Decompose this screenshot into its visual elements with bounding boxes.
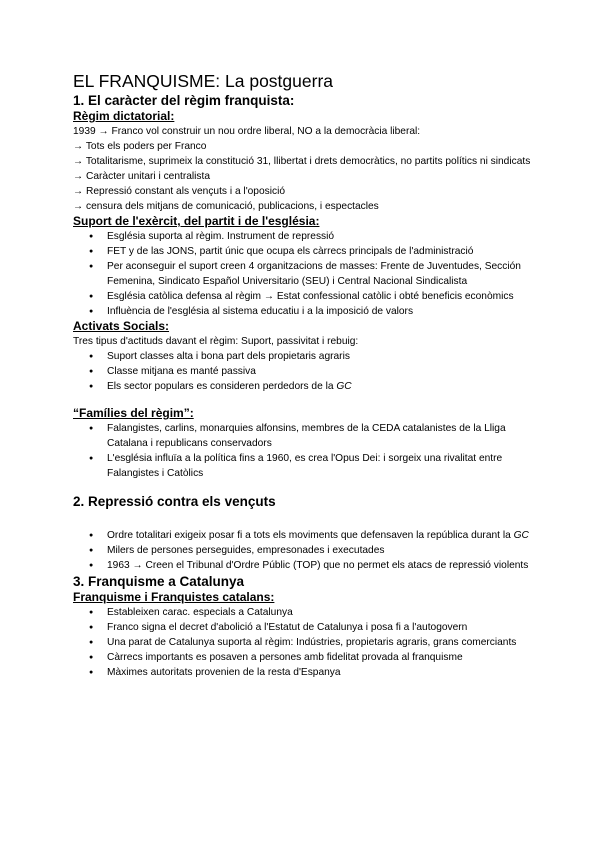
families-heading: “Famílies del règim”: bbox=[73, 406, 194, 420]
catalans-heading: Franquisme i Franquistes catalans: bbox=[73, 590, 275, 604]
list-item: ● Càrrecs importants es posaven a persones amb fidelitat provada al franquisme bbox=[107, 650, 543, 665]
list-item: ● Una parat de Catalunya suporta al règim: Indústries, propietaris agraris, grans comerciants bbox=[107, 635, 543, 650]
regim-line: → Totalitarisme, suprimeix la constitució 31, llibertat i drets democràtics, no partits polítics ni sindicats bbox=[73, 156, 531, 167]
list-item-text: Ordre totalitari exigeix posar fi a tots els moviments que defensaven la república durant la bbox=[107, 530, 514, 541]
gc-abbrev: GC bbox=[336, 381, 352, 392]
list-item: ● Milers de persones perseguides, empresonades i executades bbox=[107, 543, 543, 558]
regim-line: → Tots els poders per Franco bbox=[73, 141, 207, 152]
regim-line: → censura dels mitjans de comunicació, publicacions, i espectacles bbox=[73, 201, 379, 212]
list-item: ● Influència de l'església al sistema educatiu i a la imposició de valors bbox=[107, 304, 543, 319]
actituds-heading: Activats Socials: bbox=[73, 319, 170, 333]
section3-heading: 3. Franquisme a Catalunya bbox=[73, 574, 245, 589]
list-item-text: Els sector populars es consideren perdedors de la bbox=[107, 381, 337, 392]
list-item: ● Franco signa el decret d'abolició a l'Estatut de Catalunya i posa fi a l'autogovern bbox=[107, 620, 543, 635]
regim-line: → Repressió constant als vençuts i a l'oposició bbox=[73, 186, 286, 197]
regim-line: → Caràcter unitari i centralista bbox=[73, 171, 211, 182]
list-item bbox=[107, 379, 543, 394]
list-item: ● Estableixen carac. especials a Catalunya bbox=[107, 605, 543, 620]
gc-abbrev: GC bbox=[513, 530, 529, 541]
section2-heading: 2. Repressió contra els vençuts bbox=[73, 494, 276, 509]
suport-heading: Suport de l'exèrcit, del partit i de l'església: bbox=[73, 214, 320, 228]
page-title: EL FRANQUISME: La postguerra bbox=[73, 71, 334, 91]
repressio-list bbox=[73, 528, 543, 573]
list-item bbox=[107, 528, 543, 543]
regim-line: 1939 → Franco vol construir un nou ordre liberal, NO a la democràcia liberal: bbox=[73, 126, 421, 137]
list-item: ● Falangistes, carlins, monarquies alfonsins, membres de la CEDA catalanistes de la Lliga Catalana i republicans conservadors bbox=[107, 421, 543, 451]
actituds-intro: Tres tipus d'actituds davant el règim: Suport, passivitat i rebuig: bbox=[73, 336, 359, 347]
actituds-list bbox=[73, 349, 543, 394]
list-item: ● 1963 → Creen el Tribunal d'Ordre Públic (TOP) que no permet els atacs de repressió violents bbox=[107, 558, 543, 573]
list-item: ● Classe mitjana es manté passiva bbox=[107, 364, 543, 379]
catalans-list bbox=[73, 605, 543, 680]
list-item: ● Església suporta al règim. Instrument de repressió bbox=[107, 229, 543, 244]
document-page bbox=[73, 70, 543, 680]
list-item: ● FET y de las JONS, partit únic que ocupa els càrrecs principals de l'administració bbox=[107, 244, 543, 259]
regim-heading: Règim dictatorial: bbox=[73, 109, 175, 123]
families-list bbox=[73, 421, 543, 481]
section1-heading: 1. El caràcter del règim franquista: bbox=[73, 93, 295, 108]
list-item: ● Per aconseguir el suport creen 4 organitzacions de masses: Frente de Juventudes, Sección Femenina, Sindicato Español Universitario (SEU) i Central Nacional Sindicalista bbox=[107, 259, 543, 289]
list-item: ● Església catòlica defensa al règim → Estat confessional catòlic i obté beneficis econòmics bbox=[107, 289, 543, 304]
list-item: ● Màximes autoritats provenien de la resta d'Espanya bbox=[107, 665, 543, 680]
list-item: ● Suport classes alta i bona part dels propietaris agraris bbox=[107, 349, 543, 364]
list-item: ● L'església influïa a la política fins a 1960, es crea l'Opus Dei: i sorgeix una rivalitat entre Falangistes i Catòlics bbox=[107, 451, 543, 481]
suport-list bbox=[73, 229, 543, 319]
